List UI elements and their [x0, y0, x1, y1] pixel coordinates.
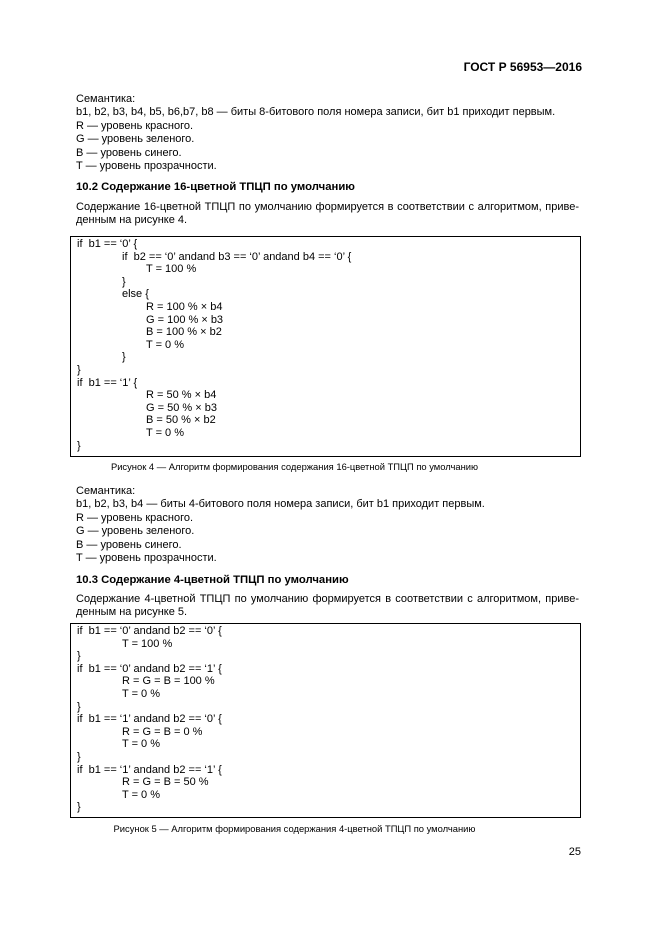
standard-id: ГОСТ Р 56953—2016: [463, 60, 582, 74]
section-heading-10-3: 10.3 Содержание 4-цветной ТПЦП по умолчанию: [76, 574, 349, 586]
code-line: R = G = B = 100 %: [122, 675, 215, 688]
code-line: T = 0 %: [122, 738, 161, 751]
code-line: R = G = B = 0 %: [122, 725, 203, 738]
semantics-line: G — уровень зеленого.: [76, 525, 195, 538]
code-line: T = 100 %: [122, 637, 173, 650]
code-line: }: [77, 650, 81, 663]
code-line: }: [77, 801, 81, 814]
semantics-line: R — уровень красного.: [76, 511, 194, 524]
semantics-line: b1, b2, b3, b4, b5, b6,b7, b8 — биты 8-битового поля номера записи, бит b1 приходит первым.: [76, 106, 556, 119]
figure-caption-text: Рисунок 5 — Алгоритм формирования содержания 4-цветной ТПЦП по умолчанию: [113, 823, 476, 834]
code-line: R = G = B = 50 %: [122, 776, 209, 789]
code-line: T = 0 %: [146, 338, 185, 351]
semantics-block-8bit: [76, 93, 581, 173]
code-line: if b2 == ‘0’ andand b3 == ‘0’ andand b4 == ‘0’ {: [122, 250, 352, 263]
code-line: B = 50 % × b2: [146, 414, 216, 427]
figure-caption-text: Рисунок 4 — Алгоритм формирования содержания 16-цветной ТПЦП по умолчанию: [110, 461, 479, 472]
code-line: T = 0 %: [146, 426, 185, 439]
code-line: B = 100 % × b2: [146, 326, 222, 339]
semantics-line: T — уровень прозрачности.: [76, 160, 217, 173]
paragraph-line: денным на рисунке 5.: [76, 606, 188, 619]
semantics-block-4bit: [76, 485, 581, 565]
code-line: if b1 == ‘0’ {: [77, 238, 138, 250]
figure-5-code-box: [70, 623, 581, 818]
semantics-line: b1, b2, b3, b4 — биты 4-битового поля номера записи, бит b1 приходит первым.: [76, 498, 485, 511]
code-line: T = 0 %: [122, 687, 161, 700]
code-line: T = 0 %: [122, 788, 161, 801]
semantics-line: T — уровень прозрачности.: [76, 552, 217, 565]
code-line: if b1 == ‘0’ andand b2 == ‘0’ {: [77, 625, 222, 637]
code-line: G = 100 % × b3: [146, 313, 224, 326]
semantics-line: G — уровень зеленого.: [76, 133, 195, 146]
section-heading-10-2: 10.2 Содержание 16-цветной ТПЦП по умолчанию: [76, 181, 355, 193]
code-line: T = 100 %: [146, 263, 197, 276]
section-paragraph-10-3: [76, 593, 579, 619]
code-line: if b1 == ‘1’ andand b2 == ‘1’ {: [77, 763, 222, 776]
figure-4-caption: [0, 461, 661, 472]
code-line: }: [122, 275, 126, 288]
semantics-line: B — уровень синего.: [76, 146, 182, 159]
semantics-line: R — уровень красного.: [76, 119, 194, 132]
code-line: R = 50 % × b4: [146, 389, 217, 402]
figure-5-caption: [0, 823, 661, 834]
code-line: }: [122, 351, 126, 364]
code-line: else {: [122, 288, 149, 301]
figure-4-code-box: [70, 236, 581, 457]
paragraph-line: Содержание 16-цветной ТПЦП по умолчанию формируется в соответствии с алгоритмом, приве-: [76, 201, 579, 213]
code-line: }: [77, 363, 81, 376]
semantics-line: B — уровень синего.: [76, 538, 182, 551]
code-line: }: [77, 439, 81, 452]
code-line: if b1 == ‘0’ andand b2 == ‘1’ {: [77, 662, 222, 675]
code-line: R = 100 % × b4: [146, 300, 223, 313]
page-number: 25: [568, 846, 581, 858]
semantics-title: Семантика:: [76, 485, 136, 497]
semantics-title: Семантика:: [76, 93, 136, 105]
code-line: G = 50 % × b3: [146, 401, 217, 414]
code-line: if b1 == ‘1’ andand b2 == ‘0’ {: [77, 713, 222, 726]
code-line: }: [77, 750, 81, 763]
section-paragraph-10-2: [76, 201, 579, 227]
paragraph-line: Содержание 4-цветной ТПЦП по умолчанию формируется в соответствии с алгоритмом, приве-: [76, 593, 579, 605]
code-line: if b1 == ‘1’ {: [77, 376, 138, 389]
paragraph-line: денным на рисунке 4.: [76, 214, 188, 227]
code-line: }: [77, 700, 81, 713]
